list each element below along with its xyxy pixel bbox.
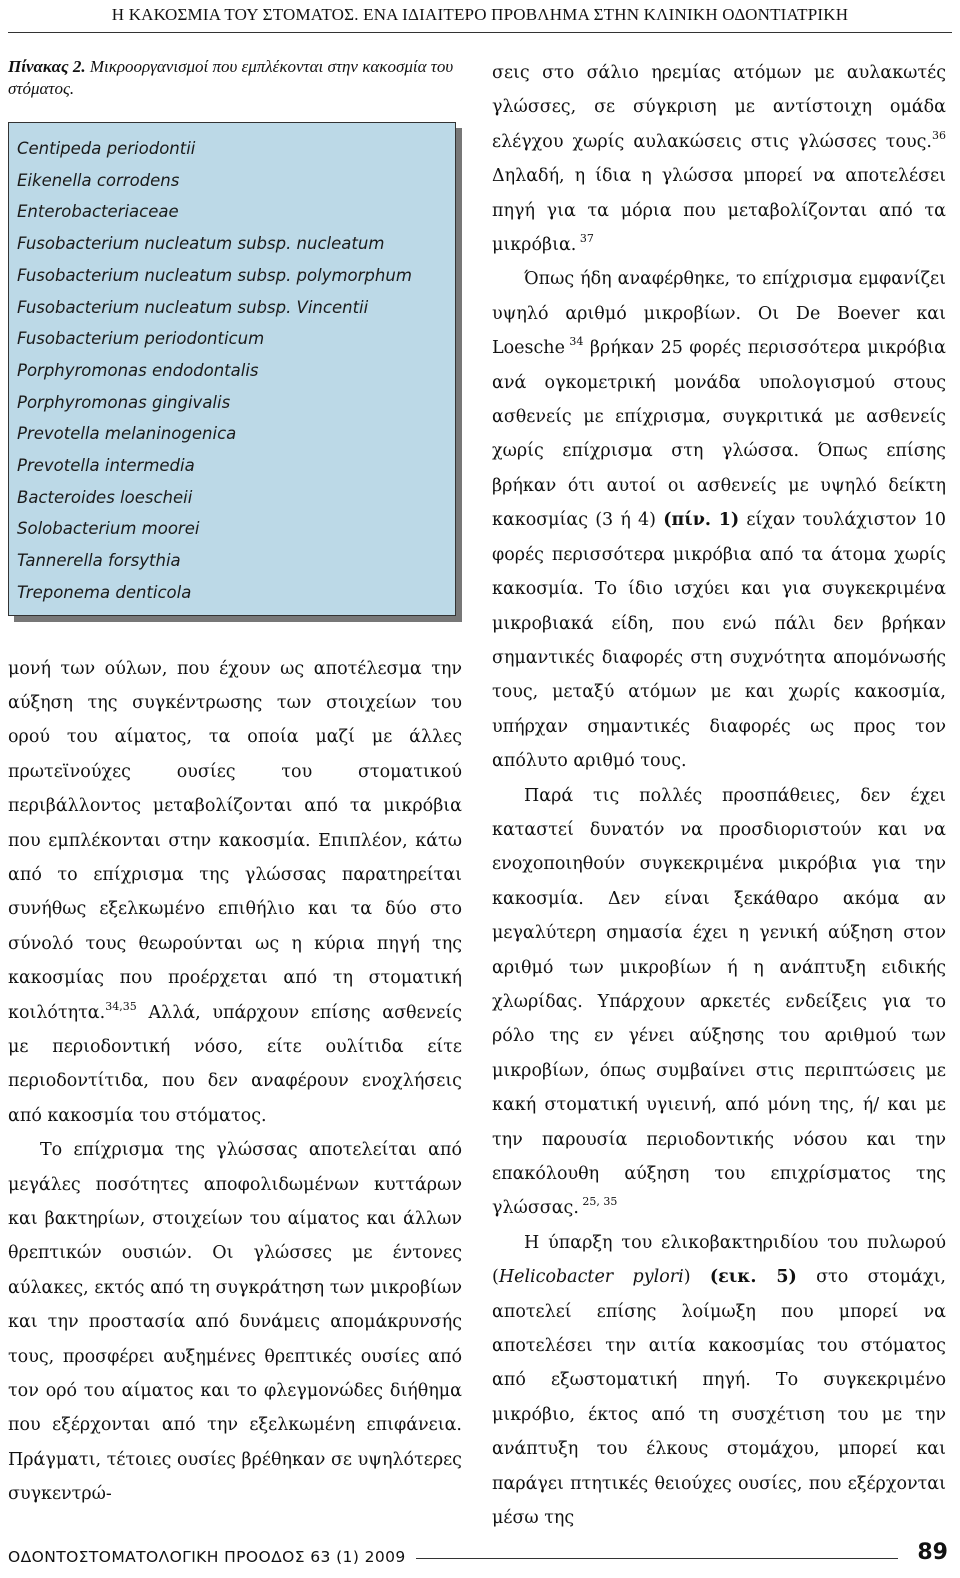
left-column: [8, 56, 462, 1512]
figure-reference: (εικ. 5): [709, 1267, 797, 1288]
right-p3-text: Παρά τις πολλές προσπάθειες, δεν έχει καταστεί δυνατόν να προσδιοριστούν και να ενοχοποιηθούν συγκεκριμένα μικρόβια για την κακοσμία. Δεν είναι ξεκάθαρο ακόμα αν μεγαλύτερη σημασία έχει η γενική αύξηση στον αριθμό των μικροβίων ή η ανάπτυξη ειδικής χλωρίδας. Υπάρχουν αρκετές ενδείξεις για το ρόλο της εν γένει αύξησης του αριθμού των μικροβίων, όπως συμβαίνει στις περιπτώσεις με κακή στοματική υγιεινή, από μόνη της, ή/ και με την παρουσία περιοδοντικής νόσου και την επακόλουθη αύξηση του επιχρίσματος της γλώσσας.: [492, 785, 946, 1219]
right-p2-text-b: βρήκαν 25 φορές περισσότερα μικρόβια ανά ογκομετρική μονάδα υπολογισμού στους ασθενείς με επίχρισμα, συγκριτικά με ασθενείς χωρίς επίχρισμα στη γλώσσα. Όπως επίσης βρήκαν ότι αυτοί οι ασθενείς με υψηλό δείκτη κακοσμίας (3 ή 4): [492, 338, 946, 531]
table-row: Porphyromonas endodontalis: [17, 360, 259, 380]
running-header: Η ΚΑΚΟΣΜΙΑ ΤΟΥ ΣΤΟΜΑΤΟΣ. ΕΝΑ ΙΔΙΑΙΤΕΡΟ ΠΡΟΒΛΗΜΑ ΣΤΗΝ ΚΛΙΝΙΚΗ ΟΔΟΝΤΙΑΤΡΙΚΗ: [111, 5, 849, 24]
right-p2-text-a: Όπως ήδη αναφέρθηκε, το επίχρισμα εμφανίζει υψηλό αριθμό μικροβίων. Οι De Boever και Loesche: [492, 269, 946, 359]
page-number: 89: [917, 1540, 948, 1565]
journal-title: ΟΔΟΝΤΟΣΤΟΜΑΤΟΛΟΓΙΚΗ ΠΡΟΟΔΟΣ 63 (1) 2009: [8, 1548, 406, 1566]
right-p1-text-b: Δηλαδή, η ίδια η γλώσσα μπορεί να αποτελέσει πηγή για τα μόρια που μεταβολίζονται από τα μικρόβια.: [492, 166, 946, 256]
table-row: Porphyromonas gingivalis: [17, 392, 231, 412]
species-name: Helicobacter pylori: [498, 1267, 684, 1288]
microorganism-list: [17, 133, 447, 609]
footer-divider: [416, 1558, 898, 1559]
table-row: Centipeda periodontii: [17, 139, 196, 158]
table-row: Fusobacterium nucleatum subsp. polymorphum: [17, 265, 412, 285]
citation-sup: 34: [564, 335, 584, 349]
left-p1-text-b: Αλλά, υπάρχουν επίσης ασθενείς με περιοδοντική νόσο, είτε ουλίτιδα είτε περιοδοντίτιδα, που δεν αναφέρουν ενοχλήσεις από κακοσμία του στόματος.: [8, 1002, 462, 1126]
table-label: Πίνακας 2.: [8, 57, 86, 76]
right-paragraph-1: [492, 56, 946, 262]
table-reference: (πίν. 1): [663, 510, 740, 531]
right-p1-text-a: σεις στο σάλιο ηρεμίας ατόμων με αυλακωτές γλώσσες, σε σύγκριση με αντίστοιχη ομάδα ελέγχου χωρίς αυλακώσεις στις γλώσσες τους.: [492, 63, 946, 152]
table-row: Fusobacterium periodonticum: [17, 329, 265, 349]
right-column: [492, 56, 946, 1535]
table-row: Fusobacterium nucleatum subsp. nucleatum: [17, 234, 385, 254]
table-row: Treponema denticola: [17, 582, 192, 602]
microorganism-table: [8, 122, 456, 616]
right-paragraph-2: [492, 262, 946, 778]
right-p2-text-c: είχαν τουλάχιστον 10 φορές περισσότερα μικρόβια από τα άτομα χωρίς κακοσμία. Το ίδιο ισχύει και για συγκεκριμένα μικροβιακά είδη, που ενώ πάλι δεν βρήκαν σημαντικές διαφορές στη συχνότητα απομόνωσής τους, μεταξύ ατόμων με και χωρίς κακοσμία, υπήρχαν σημαντικές διαφορές ως προς τον απόλυτο αριθμό τους.: [492, 510, 947, 772]
right-paragraph-4: [492, 1226, 946, 1536]
table-row: Tannerella forsythia: [17, 551, 181, 571]
table-row: Solobacterium moorei: [17, 519, 200, 539]
right-p4-text-a: Η ύπαρξη του ελικοβακτηριδίου του πυλωρού (: [492, 1232, 946, 1288]
right-paragraph-3: [492, 779, 946, 1226]
table-caption: [8, 56, 462, 100]
table-row: Enterobacteriaceae: [17, 202, 179, 222]
table-row: Prevotella intermedia: [17, 456, 195, 476]
citation-sup: 36: [932, 128, 946, 142]
left-p1-text-a: μονή των ούλων, που έχουν ως αποτέλεσμα την αύξηση της συγκέντρωσης των στοιχείων του ορού του αίματος, τα οποία μαζί με άλλες πρωτεϊνούχες ουσίες του στοματικού περιβάλλοντος μεταβολίζονται από τα μικρόβια που εμπλέκονται στην κακοσμία. Επιπλέον, κάτω από το επίχρισμα της γλώσσας παρατηρείται συνήθως εξελκωμένο επιθήλιο και τα δύο στο σύνολό τους θεωρούνται ως η κύρια πηγή της κακοσμίας που προέρχεται από τη στοματική κοιλότητα.: [8, 658, 462, 1023]
table-caption-text: Μικροοργανισμοί που εμπλέκονται στην κακοσμία του στόματος.: [8, 57, 454, 98]
header-divider: [8, 32, 952, 33]
left-paragraph-1: [8, 652, 462, 1134]
citation-sup: 34,35: [105, 999, 137, 1013]
citation-sup: 37: [576, 232, 594, 246]
right-p4-text-b: ): [683, 1267, 710, 1288]
table-row: Bacteroides loescheii: [17, 487, 193, 507]
right-p4-text-c: στο στομάχι, αποτελεί επίσης λοίμωξη που μπορεί να αποτελέσει την αιτία κακοσμίας του στόματος από εξωστοματική πηγή. Το συγκεκριμένο μικρόβιο, έκτος από τη συσχέτιση του με την ανάπτυξη του έλκους στομάχου, μπορεί και παράγει πτητικές θειούχες ουσίες, που εξέρχονται μέσω της: [492, 1267, 946, 1529]
table-row: Prevotella melaninogenica: [17, 424, 237, 444]
page-footer: [8, 1540, 948, 1570]
citation-sup: 25, 35: [578, 1195, 618, 1209]
table-row: Eikenella corrodens: [17, 170, 180, 190]
left-paragraph-2: Το επίχρισμα της γλώσσας αποτελείται από μεγάλες ποσότητες αποφολιδωμένων κυττάρων και βακτηρίων, στοιχείων του αίματος και άλλων θρεπτικών ουσιών. Οι γλώσσες με έντονες αύλακες, εκτός από τη συγκράτηση των μικροβίων και την προστασία από δυνάμεις απομάκρυνσής τους, προσφέρει αυξημένες θρεπτικές ουσίες από τον ορό του αίματος και το φλεγμονώδες διήθημα που εξέρχονται από την εξελκωμένη επιφάνεια. Πράγματι, τέτοιες ουσίες βρέθηκαν σε υψηλότερες συγκεντρώ-: [8, 1140, 462, 1505]
table-row: Fusobacterium nucleatum subsp. Vincentii: [17, 297, 369, 317]
